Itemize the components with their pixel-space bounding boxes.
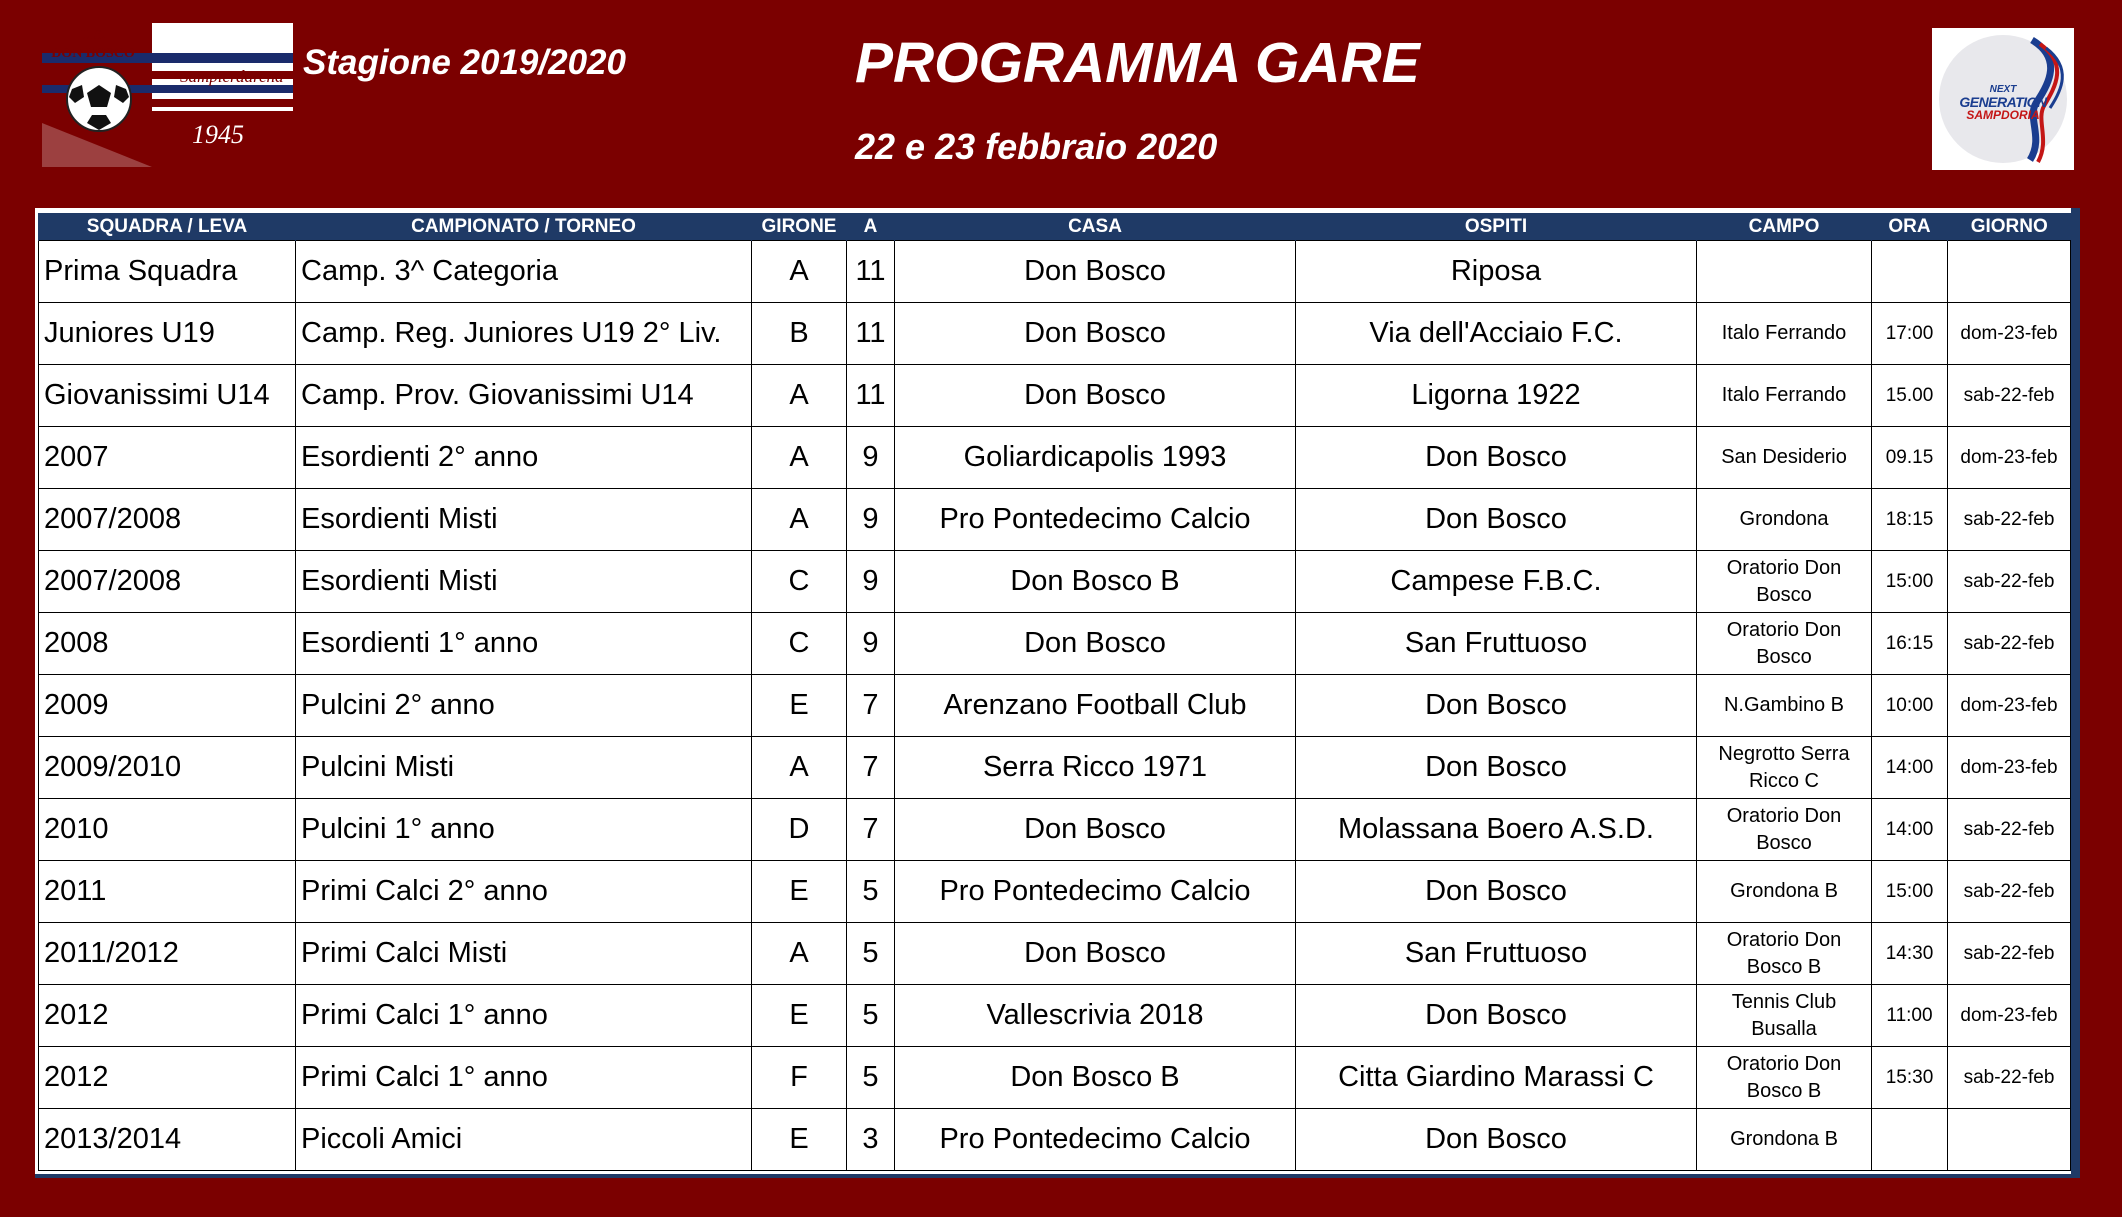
cell-giorno: dom-23-feb bbox=[1948, 427, 2071, 489]
cell-girone: A bbox=[752, 923, 847, 985]
cell-campionato: Camp. 3^ Categoria bbox=[296, 241, 752, 303]
cell-campionato: Pulcini 1° anno bbox=[296, 799, 752, 861]
cell-girone: D bbox=[752, 799, 847, 861]
table-row bbox=[39, 1047, 2071, 1109]
cell-girone: C bbox=[752, 613, 847, 675]
cell-squadra: 2007/2008 bbox=[39, 551, 296, 613]
cell-ospiti: Don Bosco bbox=[1296, 1109, 1697, 1171]
cell-girone: A bbox=[752, 365, 847, 427]
cell-giorno: sab-22-feb bbox=[1948, 365, 2071, 427]
cell-a: 5 bbox=[847, 1047, 895, 1109]
table-row bbox=[39, 613, 2071, 675]
cell-ospiti: Don Bosco bbox=[1296, 861, 1697, 923]
cell-casa: Serra Ricco 1971 bbox=[895, 737, 1296, 799]
club-name-text: U.S. DON BOSCO bbox=[51, 28, 135, 61]
cell-ora: 16:15 bbox=[1872, 613, 1948, 675]
cell-girone: F bbox=[752, 1047, 847, 1109]
col-header-ora: ORA bbox=[1872, 213, 1948, 241]
cell-a: 5 bbox=[847, 923, 895, 985]
cell-campo: Grondona bbox=[1697, 489, 1872, 551]
table-header-row bbox=[39, 213, 2071, 241]
cell-ora: 09.15 bbox=[1872, 427, 1948, 489]
cell-giorno: sab-22-feb bbox=[1948, 489, 2071, 551]
cell-a: 11 bbox=[847, 241, 895, 303]
cell-ora: 17:00 bbox=[1872, 303, 1948, 365]
cell-casa: Don Bosco B bbox=[895, 1047, 1296, 1109]
table-row bbox=[39, 427, 2071, 489]
cell-a: 9 bbox=[847, 489, 895, 551]
panel-shadow-right bbox=[2071, 208, 2080, 1178]
table-row bbox=[39, 985, 2071, 1047]
club-logo-don-bosco bbox=[42, 23, 293, 167]
page-title: PROGRAMMA GARE bbox=[855, 31, 1420, 95]
cell-girone: E bbox=[752, 985, 847, 1047]
cell-ospiti: Don Bosco bbox=[1296, 489, 1697, 551]
table-row bbox=[39, 303, 2071, 365]
cell-squadra: 2009 bbox=[39, 675, 296, 737]
panel-shadow-bottom bbox=[35, 1174, 2080, 1178]
cell-casa: Don Bosco bbox=[895, 365, 1296, 427]
club-year-text: 1945 bbox=[192, 120, 244, 149]
cell-squadra: Juniores U19 bbox=[39, 303, 296, 365]
cell-campo: Grondona B bbox=[1697, 1109, 1872, 1171]
col-header-giorno: GIORNO bbox=[1948, 213, 2071, 241]
cell-ora: 15:30 bbox=[1872, 1047, 1948, 1109]
cell-a: 7 bbox=[847, 675, 895, 737]
cell-casa: Don Bosco bbox=[895, 303, 1296, 365]
cell-giorno bbox=[1948, 1109, 2071, 1171]
cell-ora: 14:30 bbox=[1872, 923, 1948, 985]
cell-squadra: 2012 bbox=[39, 1047, 296, 1109]
cell-campionato: Primi Calci 2° anno bbox=[296, 861, 752, 923]
cell-squadra: 2012 bbox=[39, 985, 296, 1047]
cell-ora: 10:00 bbox=[1872, 675, 1948, 737]
cell-ora: 15.00 bbox=[1872, 365, 1948, 427]
cell-ora bbox=[1872, 241, 1948, 303]
col-header-squadra: SQUADRA / LEVA bbox=[39, 213, 296, 241]
cell-ora: 18:15 bbox=[1872, 489, 1948, 551]
cell-campo: Grondona B bbox=[1697, 861, 1872, 923]
cell-girone: E bbox=[752, 861, 847, 923]
cell-a: 3 bbox=[847, 1109, 895, 1171]
cell-campo: Tennis Club Busalla bbox=[1697, 985, 1872, 1047]
cell-squadra: 2007 bbox=[39, 427, 296, 489]
cell-squadra: 2009/2010 bbox=[39, 737, 296, 799]
cell-ospiti: Molassana Boero A.S.D. bbox=[1296, 799, 1697, 861]
cell-ospiti: Campese F.B.C. bbox=[1296, 551, 1697, 613]
cell-squadra: 2011 bbox=[39, 861, 296, 923]
cell-ora: 15:00 bbox=[1872, 551, 1948, 613]
cell-ora: 11:00 bbox=[1872, 985, 1948, 1047]
cell-ospiti: San Fruttuoso bbox=[1296, 613, 1697, 675]
cell-campo: N.Gambino B bbox=[1697, 675, 1872, 737]
cell-squadra: 2010 bbox=[39, 799, 296, 861]
cell-a: 9 bbox=[847, 427, 895, 489]
cell-squadra: Giovanissimi U14 bbox=[39, 365, 296, 427]
cell-a: 9 bbox=[847, 613, 895, 675]
cell-campionato: Camp. Reg. Juniores U19 2° Liv. bbox=[296, 303, 752, 365]
cell-giorno: dom-23-feb bbox=[1948, 303, 2071, 365]
table-row bbox=[39, 365, 2071, 427]
cell-campo: Italo Ferrando bbox=[1697, 365, 1872, 427]
cell-squadra: Prima Squadra bbox=[39, 241, 296, 303]
cell-giorno: sab-22-feb bbox=[1948, 613, 2071, 675]
cell-giorno: sab-22-feb bbox=[1948, 799, 2071, 861]
table-row bbox=[39, 737, 2071, 799]
cell-giorno: sab-22-feb bbox=[1948, 923, 2071, 985]
cell-a: 7 bbox=[847, 799, 895, 861]
cell-giorno: sab-22-feb bbox=[1948, 551, 2071, 613]
cell-campionato: Esordienti 2° anno bbox=[296, 427, 752, 489]
schedule-table bbox=[38, 213, 2071, 1171]
cell-a: 9 bbox=[847, 551, 895, 613]
table-row bbox=[39, 551, 2071, 613]
season-label: Stagione 2019/2020 bbox=[303, 43, 626, 82]
table-row bbox=[39, 923, 2071, 985]
sampdoria-logo bbox=[1932, 28, 2074, 170]
cell-ora bbox=[1872, 1109, 1948, 1171]
cell-girone: B bbox=[752, 303, 847, 365]
table-row bbox=[39, 799, 2071, 861]
cell-campo bbox=[1697, 241, 1872, 303]
cell-ospiti: Citta Giardino Marassi C bbox=[1296, 1047, 1697, 1109]
cell-campionato: Pulcini 2° anno bbox=[296, 675, 752, 737]
cell-a: 11 bbox=[847, 303, 895, 365]
table-row bbox=[39, 861, 2071, 923]
club-script-text: Sampierdarena bbox=[180, 67, 284, 86]
cell-ospiti: Riposa bbox=[1296, 241, 1697, 303]
col-header-campionato: CAMPIONATO / TORNEO bbox=[296, 213, 752, 241]
table-row bbox=[39, 675, 2071, 737]
cell-campo: Oratorio Don Bosco bbox=[1697, 551, 1872, 613]
cell-campionato: Pulcini Misti bbox=[296, 737, 752, 799]
col-header-ospiti: OSPITI bbox=[1296, 213, 1697, 241]
cell-giorno: sab-22-feb bbox=[1948, 1047, 2071, 1109]
cell-campionato: Piccoli Amici bbox=[296, 1109, 752, 1171]
cell-campo: Oratorio Don Bosco bbox=[1697, 799, 1872, 861]
cell-campo: Negrotto Serra Ricco C bbox=[1697, 737, 1872, 799]
cell-ora: 14:00 bbox=[1872, 737, 1948, 799]
cell-campo: Oratorio Don Bosco bbox=[1697, 613, 1872, 675]
cell-campionato: Esordienti 1° anno bbox=[296, 613, 752, 675]
table-row bbox=[39, 1109, 2071, 1171]
cell-girone: E bbox=[752, 1109, 847, 1171]
cell-casa: Don Bosco B bbox=[895, 551, 1296, 613]
cell-ora: 15:00 bbox=[1872, 861, 1948, 923]
cell-casa: Don Bosco bbox=[895, 799, 1296, 861]
match-date: 22 e 23 febbraio 2020 bbox=[855, 126, 1218, 167]
cell-ospiti: San Fruttuoso bbox=[1296, 923, 1697, 985]
cell-squadra: 2008 bbox=[39, 613, 296, 675]
cell-a: 5 bbox=[847, 861, 895, 923]
cell-casa: Don Bosco bbox=[895, 241, 1296, 303]
cell-a: 7 bbox=[847, 737, 895, 799]
cell-giorno: sab-22-feb bbox=[1948, 861, 2071, 923]
cell-a: 11 bbox=[847, 365, 895, 427]
cell-girone: C bbox=[752, 551, 847, 613]
cell-ospiti: Ligorna 1922 bbox=[1296, 365, 1697, 427]
table-row bbox=[39, 489, 2071, 551]
cell-ospiti: Don Bosco bbox=[1296, 737, 1697, 799]
cell-campo: San Desiderio bbox=[1697, 427, 1872, 489]
cell-a: 5 bbox=[847, 985, 895, 1047]
cell-ora: 14:00 bbox=[1872, 799, 1948, 861]
cell-squadra: 2011/2012 bbox=[39, 923, 296, 985]
cell-giorno: dom-23-feb bbox=[1948, 675, 2071, 737]
cell-casa: Pro Pontedecimo Calcio bbox=[895, 861, 1296, 923]
cell-girone: E bbox=[752, 675, 847, 737]
cell-squadra: 2007/2008 bbox=[39, 489, 296, 551]
cell-giorno: dom-23-feb bbox=[1948, 737, 2071, 799]
cell-campo: Oratorio Don Bosco B bbox=[1697, 1047, 1872, 1109]
cell-girone: A bbox=[752, 737, 847, 799]
cell-campionato: Primi Calci Misti bbox=[296, 923, 752, 985]
cell-ospiti: Via dell'Acciaio F.C. bbox=[1296, 303, 1697, 365]
col-header-a: A bbox=[847, 213, 895, 241]
cell-casa: Don Bosco bbox=[895, 923, 1296, 985]
col-header-girone: GIRONE bbox=[752, 213, 847, 241]
cell-casa: Don Bosco bbox=[895, 613, 1296, 675]
cell-squadra: 2013/2014 bbox=[39, 1109, 296, 1171]
cell-casa: Pro Pontedecimo Calcio bbox=[895, 1109, 1296, 1171]
cell-campionato: Primi Calci 1° anno bbox=[296, 1047, 752, 1109]
cell-campionato: Esordienti Misti bbox=[296, 551, 752, 613]
cell-campionato: Esordienti Misti bbox=[296, 489, 752, 551]
cell-casa: Pro Pontedecimo Calcio bbox=[895, 489, 1296, 551]
col-header-casa: CASA bbox=[895, 213, 1296, 241]
cell-campionato: Camp. Prov. Giovanissimi U14 bbox=[296, 365, 752, 427]
cell-casa: Vallescrivia 2018 bbox=[895, 985, 1296, 1047]
cell-ospiti: Don Bosco bbox=[1296, 427, 1697, 489]
cell-campo: Oratorio Don Bosco B bbox=[1697, 923, 1872, 985]
schedule-panel bbox=[35, 208, 2080, 1178]
col-header-campo: CAMPO bbox=[1697, 213, 1872, 241]
table-row bbox=[39, 241, 2071, 303]
cell-ospiti: Don Bosco bbox=[1296, 675, 1697, 737]
cell-ospiti: Don Bosco bbox=[1296, 985, 1697, 1047]
cell-campo: Italo Ferrando bbox=[1697, 303, 1872, 365]
cell-campionato: Primi Calci 1° anno bbox=[296, 985, 752, 1047]
cell-casa: Arenzano Football Club bbox=[895, 675, 1296, 737]
cell-giorno bbox=[1948, 241, 2071, 303]
cell-girone: A bbox=[752, 241, 847, 303]
cell-giorno: dom-23-feb bbox=[1948, 985, 2071, 1047]
cell-girone: A bbox=[752, 489, 847, 551]
sampdoria-badge-text: NEXT GENERATION SAMPDORIA bbox=[1959, 84, 2047, 122]
cell-casa: Goliardicapolis 1993 bbox=[895, 427, 1296, 489]
cell-girone: A bbox=[752, 427, 847, 489]
